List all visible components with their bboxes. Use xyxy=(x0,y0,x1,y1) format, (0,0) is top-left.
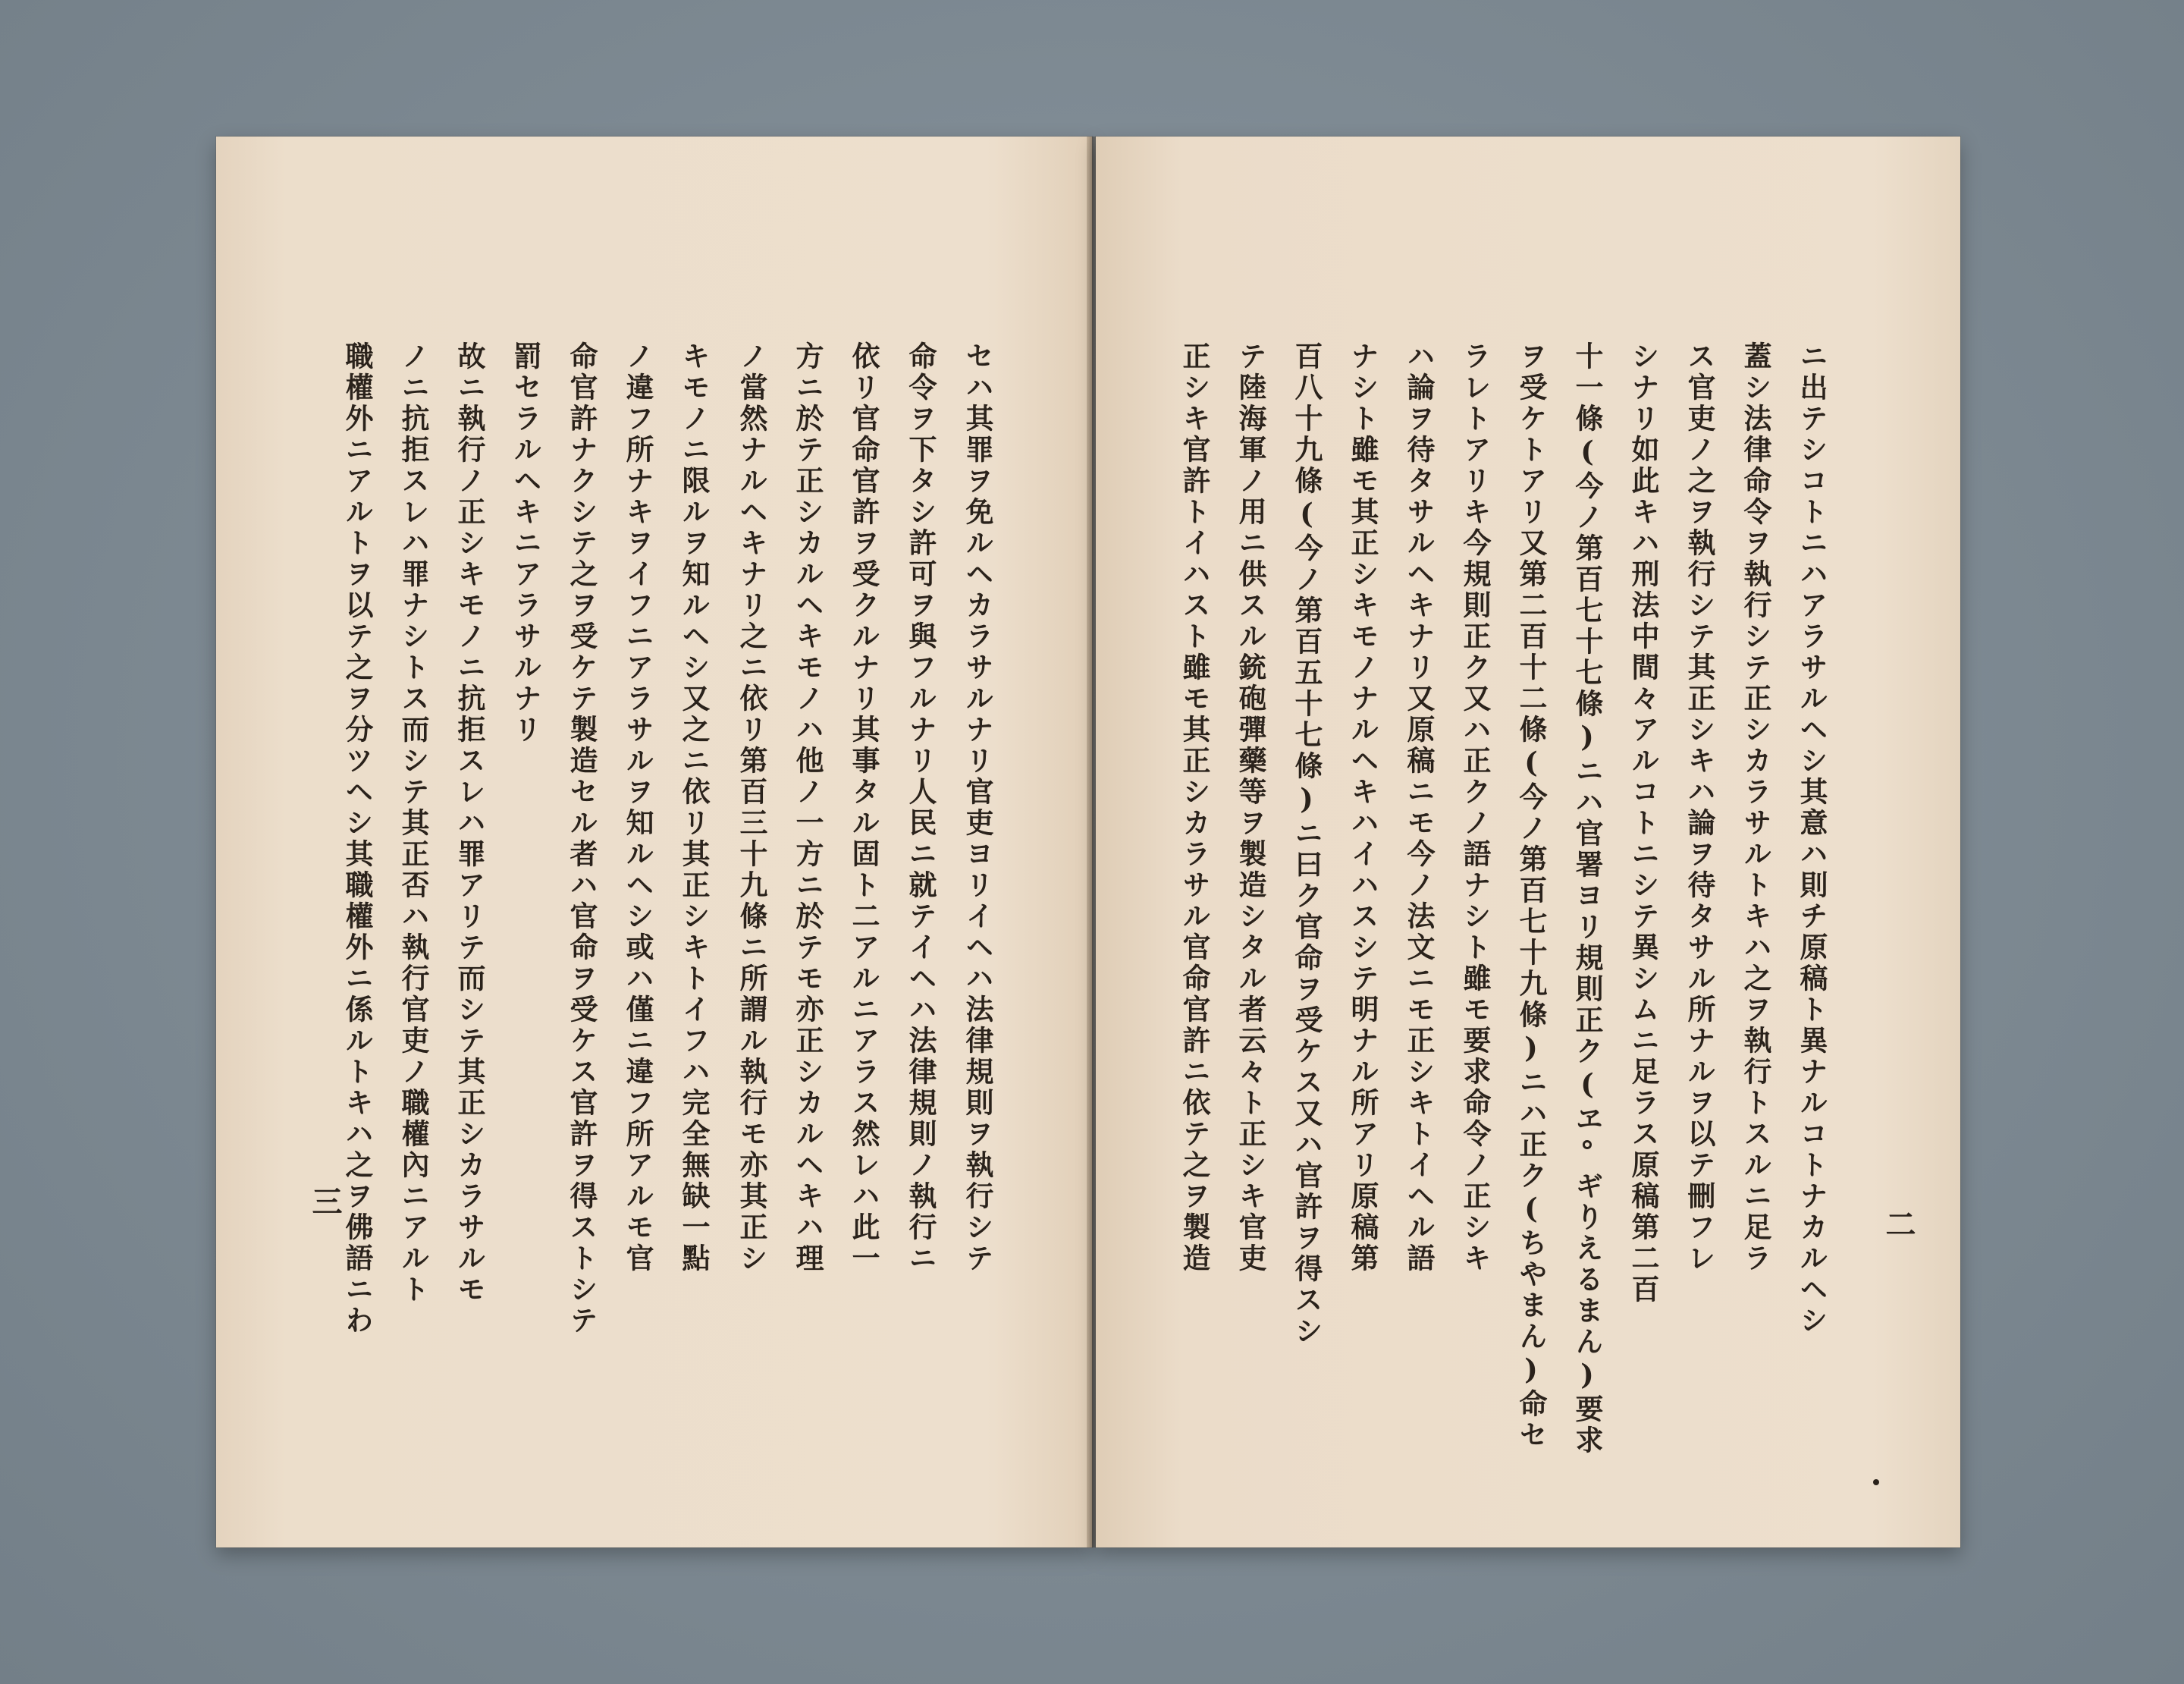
left-page-column: 職權外ニアルトヲ以テ之ヲ分ツヘシ其職權外ニ係ルトキハ之ヲ佛語ニわ xyxy=(340,341,374,1337)
right-page-column: ス官吏ノ之ヲ執行シテ其正シキハ論ヲ待タサル所ナルヲ以テ刪フレ xyxy=(1683,341,1716,1274)
right-page-column: ニ出テシコトニハアラサルヘシ其意ハ則チ原稿ト異ナルコトナカルヘシ xyxy=(1795,341,1828,1337)
left-page-column: 方ニ於テ正シカルヘキモノハ他ノ一方ニ於テモ亦正シカルヘキハ理 xyxy=(791,341,824,1274)
left-page-column: ノニ抗拒スレハ罪ナシトス而シテ其正否ハ執行官吏ノ職權內ニアルト xyxy=(397,341,430,1305)
open-book xyxy=(216,137,1960,1555)
page-number: 二 xyxy=(1881,1208,1916,1239)
right-page-column: 正シキ官許トイハスト雖モ其正シカラサル官命官許ニ依テ之ヲ製造 xyxy=(1178,341,1211,1274)
right-page-column: 十一條(今ノ第百七十七條)ニハ官署ヨリ規則正ク(ヱ°ギりえるまん)要求 xyxy=(1571,341,1604,1456)
left-page-column: ノ違フ所ナキヲイフニアラサルヲ知ルヘシ或ハ僅ニ違フ所アルモ官 xyxy=(621,341,654,1274)
left-page-column: 命令ヲ下タシ許可ヲ與フルナリ人民ニ就テイヘハ法律規則ノ執行ニ xyxy=(904,341,937,1274)
left-page-column: 罰セラルヘキニアラサルナリ xyxy=(509,341,542,746)
right-page-column: ヲ受ケトアリ又第二百十二條(今ノ第百七十九條)ニハ正ク(ちやまん)命セ xyxy=(1514,341,1548,1451)
left-page-column: 命官許ナクシテ之ヲ受ケテ製造セル者ハ官命ヲ受ケス官許ヲ得ストシテ xyxy=(565,341,598,1337)
right-page xyxy=(1096,137,1960,1547)
left-page-column: セハ其罪ヲ免ルヘカラサルナリ官吏ヨリイヘハ法律規則ヲ執行シテ xyxy=(961,341,994,1274)
right-page-column: 百八十九條(今ノ第百五十七條)ニ曰ク官命ヲ受ケス又ハ官許ヲ得スシ xyxy=(1290,341,1323,1347)
right-page-column: テ陸海軍ノ用ニ供スル銃砲彈藥等ヲ製造シタル者云々ト正シキ官吏 xyxy=(1234,341,1267,1274)
right-page-column: ナシト雖モ其正シキモノナルヘキハイハスシテ明ナル所アリ原稿第 xyxy=(1346,341,1379,1274)
ink-speck xyxy=(1873,1479,1879,1485)
left-page-column: 依リ官命官許ヲ受クルナリ其事タル固ト二アルニアラス然レハ此一 xyxy=(847,341,880,1274)
left-page-column: ノ當然ナルヘキナリ之ニ依リ第百三十九條ニ所謂ル執行モ亦其正シ xyxy=(735,341,768,1274)
right-page-column: ラレトアリキ今規則正ク又ハ正クノ語ナシト雖モ要求命令ノ正シキ xyxy=(1458,341,1492,1274)
page-number: 三 xyxy=(307,1186,343,1216)
right-page-column: シナリ如此キハ刑法中間々アルコトニシテ異シムニ足ラス原稿第二百 xyxy=(1627,341,1660,1305)
left-page-column: キモノニ限ルヲ知ルヘシ又之ニ依リ其正シキトイフハ完全無缺一點 xyxy=(677,341,711,1274)
right-page-column: ハ論ヲ待タサルヘキナリ又原稿ニモ今ノ法文ニモ正シキトイヘル語 xyxy=(1402,341,1436,1274)
left-page xyxy=(216,137,1092,1547)
left-page-column: 故ニ執行ノ正シキモノニ抗拒スレハ罪アリテ而シテ其正シカラサルモ xyxy=(453,341,486,1305)
right-page-column: 蓋シ法律命令ヲ執行シテ正シカラサルトキハ之ヲ執行トスルニ足ラ xyxy=(1739,341,1772,1274)
